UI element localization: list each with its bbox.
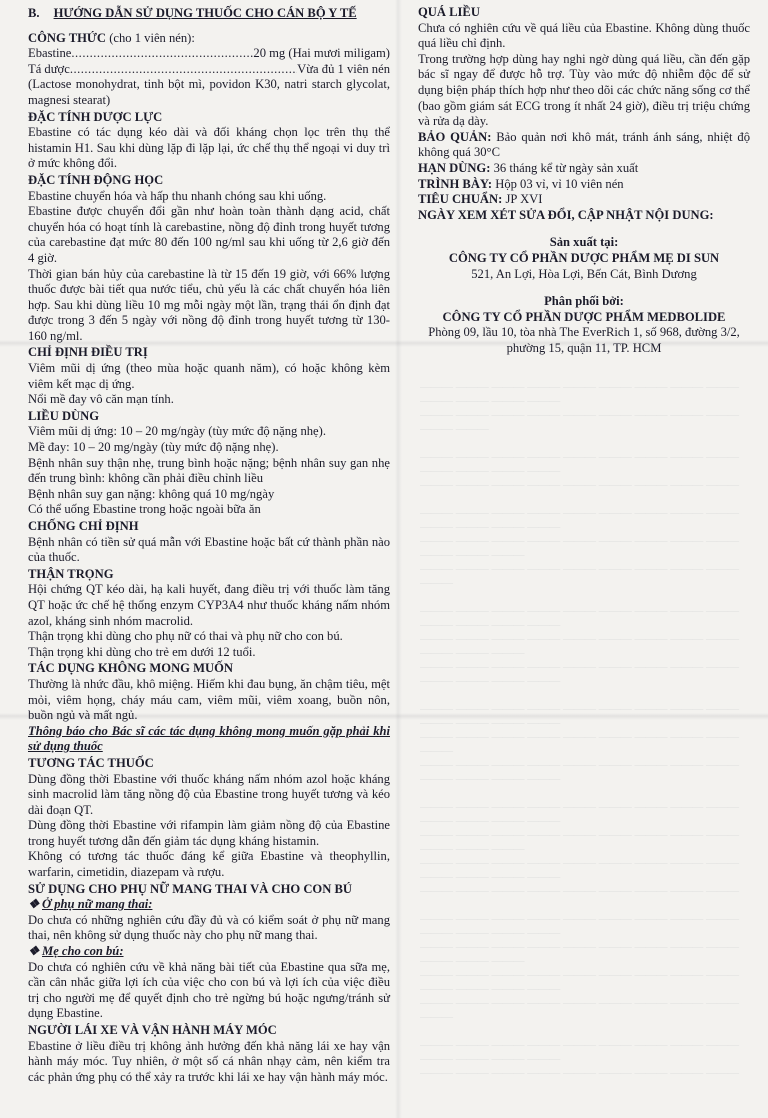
storage-label: BẢO QUẢN: <box>418 129 492 144</box>
interactions-paragraph: Không có tương tác thuốc đáng kể giữa Ebastine và theophyllin, warfarin, cimetidin, diazepam và rượu. <box>28 849 390 880</box>
dosage-title: LIỀU DÙNG <box>28 408 100 423</box>
standard-value: JP XVI <box>505 192 543 207</box>
standard-label: TIÊU CHUẨN: <box>418 192 503 207</box>
formula-row-active <box>28 46 390 62</box>
dosage-paragraph: Có thể uống Ebastine trong hoặc ngoài bữa ăn <box>28 502 261 517</box>
side-effects-text: Thường là nhức đầu, khô miệng. Hiếm khi đau bụng, ăn chậm tiêu, mệt mỏi, viêm họng, cháy máu cam, viêm mũi, viêm xoang, buồn nôn, buồn ngủ và mất ngủ. <box>28 676 390 723</box>
presentation-value: Hộp 03 vỉ, vỉ 10 viên nén <box>495 176 624 191</box>
section-title: HƯỚNG DẪN SỬ DỤNG THUỐC CHO CÁN BỘ Y TẾ <box>53 6 357 20</box>
formula-active-label: Ebastine <box>28 46 72 61</box>
driving-title: NGƯỜI LÁI XE VÀ VẬN HÀNH MÁY MÓC <box>28 1023 277 1037</box>
interactions-title: TƯƠNG TÁC THUỐC <box>28 755 154 770</box>
dosage-paragraph: Bệnh nhân suy thận nhẹ, trung bình hoặc nặng; bệnh nhân suy gan nhẹ đến trung bình: không cần phải điều chỉnh liều <box>28 455 390 486</box>
side-effects-title: TÁC DỤNG KHÔNG MONG MUỐN <box>28 661 233 676</box>
leader-dots <box>71 46 253 62</box>
pharmacokinetics-title: ĐẶC TÍNH ĐỘNG HỌC <box>28 172 164 187</box>
precautions-paragraph: Hội chứng QT kéo dài, hạ kali huyết, đang điều trị với thuốc làm tăng QT hoặc ức chế hệ thống enzym CYP3A4 như thuốc kháng nấm nhóm azol, kháng sinh nhóm macrolid. <box>28 582 390 628</box>
storage-value: Bảo quản nơi khô mát, tránh ánh sáng, nhiệt độ không quá 30°C <box>418 129 750 160</box>
pregnant-text: Do chưa có những nghiên cứu đầy đủ và có kiểm soát ở phụ nữ mang thai, nên không sử dụng thuốc này cho phụ nữ mang thai. <box>28 912 390 943</box>
presentation-label: TRÌNH BÀY: <box>418 176 493 191</box>
shelf-life-label: HẠN DÙNG: <box>418 160 491 175</box>
distributor-name: CÔNG TY CỔ PHẦN DƯỢC PHẨM MEDBOLIDE <box>442 309 726 324</box>
diamond-bullet-icon: ❖ <box>28 897 40 912</box>
manufacturer-address: 521, An Lợi, Hòa Lợi, Bến Cát, Bình Dương <box>471 266 697 281</box>
indications-title: CHỈ ĐỊNH ĐIỀU TRỊ <box>28 345 148 360</box>
formula-title: CÔNG THỨC <box>28 30 107 45</box>
pharmacodynamics-text: Ebastine có tác dụng kéo dài và đối kháng chọn lọc trên thụ thể histamin H1. Sau khi dùng lặp đi lặp lại, ức chế thụ thể ngoại vi duy trì ở mức không đổi. <box>28 125 390 171</box>
pregnancy-title: SỬ DỤNG CHO PHỤ NỮ MANG THAI VÀ CHO CON BÚ <box>28 881 352 896</box>
pregnant-subheading <box>28 897 390 913</box>
presentation-line <box>418 177 750 193</box>
pharmacokinetics-paragraph: Ebastine chuyển hóa và hấp thu nhanh chóng sau khi uống. <box>28 188 327 203</box>
indications-paragraph: Viêm mũi dị ứng (theo mùa hoặc quanh năm), có hoặc không kèm viêm kết mạc dị ứng. <box>28 361 390 391</box>
precautions-title: THẬN TRỌNG <box>28 566 114 581</box>
right-column <box>418 4 750 356</box>
nursing-text: Do chưa có nghiên cứu về khả năng bài tiết của Ebastine qua sữa mẹ, cần cân nhắc giữa lợi ích của việc cho con bú và lợi ích của việc điều trị cho người mẹ để quyết định cho trẻ ngừng bú hoặc ngưng/tránh sử dụng Ebastine. <box>28 959 390 1021</box>
diamond-bullet-icon: ❖ <box>28 944 40 959</box>
driving-text: Ebastine ở liều điều trị không ảnh hưởng đến khả năng lái xe hay vận hành máy móc. Tuy nhiên, ở một số cá nhân nhạy cảm, nên kiểm tra các phản ứng phụ có thể xảy ra trước khi lái xe hay vận hành máy móc. <box>28 1038 390 1084</box>
pharmacodynamics-title: ĐẶC TÍNH DƯỢC LỰC <box>28 109 163 124</box>
pharmacokinetics-paragraph: Ebastine được chuyển đổi gần như hoàn toàn thành dạng acid, chất chuyển hóa có hoạt tính là carebastine, nồng độ đỉnh trong huyết tương của carebastine đạt mức 80 đến 100 ng/ml sau khi uống từ 2,6 giờ đến 4 giờ. <box>28 204 390 265</box>
precautions-paragraph: Thận trọng khi dùng cho phụ nữ có thai và phụ nữ cho con bú. <box>28 629 343 644</box>
formula-subtitle: (cho 1 viên nén): <box>109 30 195 45</box>
distributor-heading: Phân phối bởi: <box>544 294 624 309</box>
bleed-through-text: ——— ——— ——— ——— ——— ——— ——— ——— ——— ——— ——— ——— ——— ——— ——— ——— ——— ——— ——— ——— ——— ——— ——— ——— ——— ——— ——— ——— ——— ——— ——— ——— ——— ——— ——— ——— ——— ——— ——— ——— ——— ——— ——— ——— ——— ——— ——— ——— ——— ——— ——— ——— ——— ——— ——— ——— ——— ——— ——— ——— ——— ——— ——— ——— ——— ——— ——— ——— ——— ——— ——— ——— ——— ——— ——— ——— ——— ——— ——— ——— ——— ——— ——— ——— ——— ——— ——— ——— ——— ——— ——— ——— ——— ——— ——— ——— ——— ——— ——— ——— ——— ——— ——— ——— ——— ——— ——— ——— ——— ——— ——— ——— ——— ——— ——— ——— ——— ——— ——— ——— ——— ——— ——— ——— ——— ——— ——— ——— ——— ——— ——— ——— ——— ——— ——— ——— ——— ——— ——— ——— ——— ——— ——— ——— ——— ——— ——— ——— ——— ——— ——— ——— ——— ——— ——— ——— ——— ——— ——— ——— ——— ——— ——— ——— ——— ——— ——— ——— ——— ——— ——— ——— ——— ——— ——— ——— ——— ——— ——— ——— ——— ——— ——— ——— ——— ——— ——— ——— ——— ——— ——— ——— ——— ——— ——— ——— ——— ——— ——— ——— ——— ——— ——— ——— ——— ——— ——— ——— ——— ——— ——— ——— ——— ——— ——— ——— ——— ——— ——— ——— ——— ——— ——— ——— ——— ——— ——— ——— ——— ——— ——— ——— ——— ——— ——— ——— ——— ——— ——— ——— ——— ——— ——— ——— ——— ——— ——— ——— ——— ——— ——— ——— ——— ——— ——— ——— ——— ——— ——— ——— ——— ——— ——— ——— ——— ——— ——— ——— ——— ——— ——— ——— <box>420 381 739 1079</box>
standard-line <box>418 192 750 208</box>
interactions-paragraph: Dùng đồng thời Ebastine với thuốc kháng nấm nhóm azol hoặc kháng sinh macrolid làm tăng nồng độ của Ebastine trong huyết tương và kéo dài đoạn QT. <box>28 771 390 817</box>
left-column <box>28 4 390 1085</box>
dosage-paragraph: Mề đay: 10 – 20 mg/ngày (tùy mức độ nặng nhẹ). <box>28 440 279 455</box>
manufacturer-heading: Sản xuất tại: <box>549 235 619 250</box>
precautions-paragraph: Thận trọng khi dùng cho trẻ em dưới 12 tuổi. <box>28 644 256 659</box>
dosage-paragraph: Viêm mũi dị ứng: 10 – 20 mg/ngày (tùy mức độ nặng nhẹ). <box>28 424 326 439</box>
shelf-life-line <box>418 161 750 177</box>
formula-excipient-value: Vừa đủ 1 viên nén <box>297 61 390 76</box>
contraindications-title: CHỐNG CHỈ ĐỊNH <box>28 519 139 533</box>
distributor-address: Phòng 09, lầu 10, tòa nhà The EverRich 1, số 968, đường 3/2, phường 15, quận 11, TP. HCM <box>428 325 740 355</box>
overdose-paragraph: Chưa có nghiên cứu về quá liều của Ebastine. Không dùng thuốc quá liều chỉ định. <box>418 20 750 51</box>
manufacturer-name: CÔNG TY CỔ PHẦN DƯỢC PHẨM MẸ DI SUN <box>448 250 720 265</box>
section-heading <box>28 6 390 22</box>
section-number: B. <box>28 6 40 20</box>
interactions-paragraph: Dùng đồng thời Ebastine với rifampin làm giảm nồng độ của Ebastine trong huyết tương dẫn đến giảm tác dụng kháng histamin. <box>28 818 390 848</box>
pharmacokinetics-paragraph: Thời gian bán hủy của carebastine là từ 15 đến 19 giờ, với 66% lượng thuốc được bài tiết qua nước tiểu, chủ yếu là các chất chuyển hóa liên hợp. Sau khi dùng liều 10 mg mỗi ngày một lần, trạng thái ổn định đạt được trong 3 đến 5 ngày với nồng độ đỉnh trong huyết tương từ 130-160 ng/ml. <box>28 266 390 343</box>
dosage-paragraph: Bệnh nhân suy gan nặng: không quá 10 mg/ngày <box>28 486 275 501</box>
nursing-subheading-label: Mẹ cho con bú: <box>42 944 124 959</box>
revision-date-label: NGÀY XEM XÉT SỬA ĐỔI, CẬP NHẬT NỘI DUNG: <box>418 207 714 222</box>
overdose-paragraph: Trong trường hợp dùng hay nghi ngờ dùng quá liều, cần đến gặp bác sĩ ngay để được hỗ trợ. Tùy vào mức độ nhiễm độc để sử dụng biện pháp thích hợp như theo dõi các chức năng sống cơ thể (bao gồm giám sát ECG trong ít nhất 24 giờ), điều trị triệu chứng và rửa dạ dày. <box>418 51 750 129</box>
formula-section <box>28 31 390 109</box>
indications-paragraph: Nổi mề đay vô căn mạn tính. <box>28 392 174 407</box>
contraindications-text: Bệnh nhân có tiền sử quá mẫn với Ebastine hoặc bất cứ thành phần nào của thuốc. <box>28 534 390 565</box>
pregnant-subheading-label: Ở phụ nữ mang thai: <box>42 897 153 912</box>
formula-row-excipient <box>28 62 390 78</box>
nursing-subheading <box>28 944 390 960</box>
formula-excipients-list: (Lactose monohydrat, tinh bột mì, povidon K30, natri starch glycolat, magnesi stearat) <box>28 77 390 107</box>
formula-excipient-label: Tá dược <box>28 61 70 76</box>
formula-active-value: 20 mg (Hai mươi miligam) <box>253 46 390 61</box>
leader-dots <box>70 62 297 78</box>
storage-line <box>418 130 750 161</box>
side-effects-notice: Thông báo cho Bác sĩ các tác dụng không mong muốn gặp phải khi sử dụng thuốc <box>28 723 390 754</box>
overdose-title: QUÁ LIỀU <box>418 5 480 19</box>
shelf-life-value: 36 tháng kể từ ngày sản xuất <box>493 160 639 175</box>
